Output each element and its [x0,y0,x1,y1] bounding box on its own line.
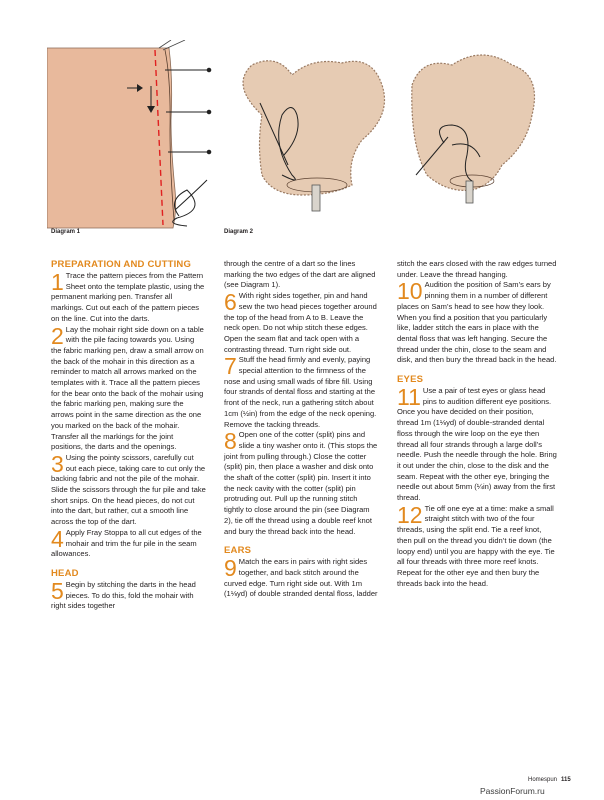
step-10: 10 Audition the position of Sam’s ears by pinning them in a number of different places on Sam’s head to see how they look. When you find a position that you particularly like, ladder stitch the ears in place with the dental floss that was left hanging. Secure the thread under the chin, close to the seam and disk, and then bury the thread back in the head. [397,278,557,365]
watermark: PassionForum.ru [480,786,545,796]
step-6: 6 With right sides together, pin and hand sew the two head pieces together around the top of the head from A to B. Leave the neck open. Do not whip stitch these edges. Open the seam flat and tack open with a contrasting thread. Turn right side out. [224,289,377,354]
section-heading-head: HEAD [51,567,79,579]
step-9: 9 Match the ears in pairs with right sides together, and back stitch around the curved edge. Turn right side out. With 1m (1⅛yd) of double stranded dental floss, ladder [224,555,378,599]
diagram-1-illustration [47,40,217,230]
section-heading-preparation: PREPARATION AND CUTTING [51,259,192,270]
step-2: 2 Lay the mohair right side down on a table with the pile facing towards you. Using the fabric marking pen, draw a small arrow on the back of the mohair in this direction as a reminder to match all arrows marked on the templates with it. Trace all the pattern pieces for the bear onto the back of the mohair using the fabric marking pen, making sure the arrows point in the same direction as the one you marked on the back of the mohair. Transfer all the markings for the joint positions, the darts and the openings. [51,322,204,452]
step-11: 11 Use a pair of test eyes or glass head pins to audition different eye positions. Once you have decided on their position, thread 1m (1⅛yd) of double-stranded dental floss through the wire loop on the eye then thread all four strands through a large doll’s needle. Push the needle through the hole. Bring it out under the chin, close to the disk and the seam. Repeat with the other eye, bringing the needle out about 5mm (¼in) away from the first thread. [397,384,557,503]
page-footer [528,777,571,783]
step-12: 12 Tie off one eye at a time: make a small straight stitch with two of the four threads, using the split end. Tie a reef knot, then pull on the thread you didn’t tie down (the loopy end) until you are happy with the eye. Tie all four threads with three more reef knots. Repeat for the other eye and then bury the threads back into the head. [397,501,555,588]
diagram-2-illustration [222,45,560,225]
step-8: 8 Open one of the cotter (split) pins and slide a tiny washer onto it. (This stops the joint from pulling through.) Close the cotter (split) pin, then place a washer and disk onto the shaft of the cotter (split) pin. Insert it into the neck cavity with the cotter (split) pin protruding out. Pull up the running stitch tightly to close around the pin (see Diagram 2), tie off the thread using a double reef knot and bury the thread back into the head. [224,428,378,536]
section-heading-eyes: EYES [397,374,424,386]
step-5: 5 Begin by stitching the darts in the head pieces. To do this, fold the mohair with right sides together [51,577,196,611]
section-heading-ears: EARS [224,545,252,557]
page-number: 115 [561,777,571,783]
magazine-name: Homespun [528,777,558,783]
diagram-2-caption: Diagram 2 [224,229,254,235]
step-4: 4 Apply Fray Stoppa to all cut edges of the mohair and trim the fur pile in the seam allowances. [51,525,202,559]
step-1: 1 Trace the pattern pieces from the Pattern Sheet onto the template plastic, using the permanent marking pen. Transfer all markings. Cut out each of the pattern pieces on the line. Cut into the darts. [51,269,205,323]
step-5-continued: through the centre of a dart so the lines marking the two edges of the dart are aligned (see Diagram 1). [224,259,376,290]
diagram-1-caption: Diagram 1 [51,229,81,235]
step-7: 7 Stuff the head firmly and evenly, paying special attention to the firmness of the nose and using small wads of fibre fill. Using four strands of dental floss and starting at the front of the neck, run a gathering stitch about 1cm (½in) from the edge of the neck opening. Remove the tacking threads. [224,353,377,429]
text-column-3 [397,259,557,589]
step-3: 3 Using the pointy scissors, carefully cut out each piece, taking care to cut only the backing fabric and not the pile of the mohair. Slide the scissors through the fur pile and take short snips. On the head pieces, do not cut into the dart, but rather, cut a smooth line across the top of the dart. [51,450,206,527]
text-column-1 [51,259,206,612]
text-column-2 [224,259,379,600]
step-9-continued: stitch the ears closed with the raw edges turned under. Leave the thread hanging. [397,259,557,279]
